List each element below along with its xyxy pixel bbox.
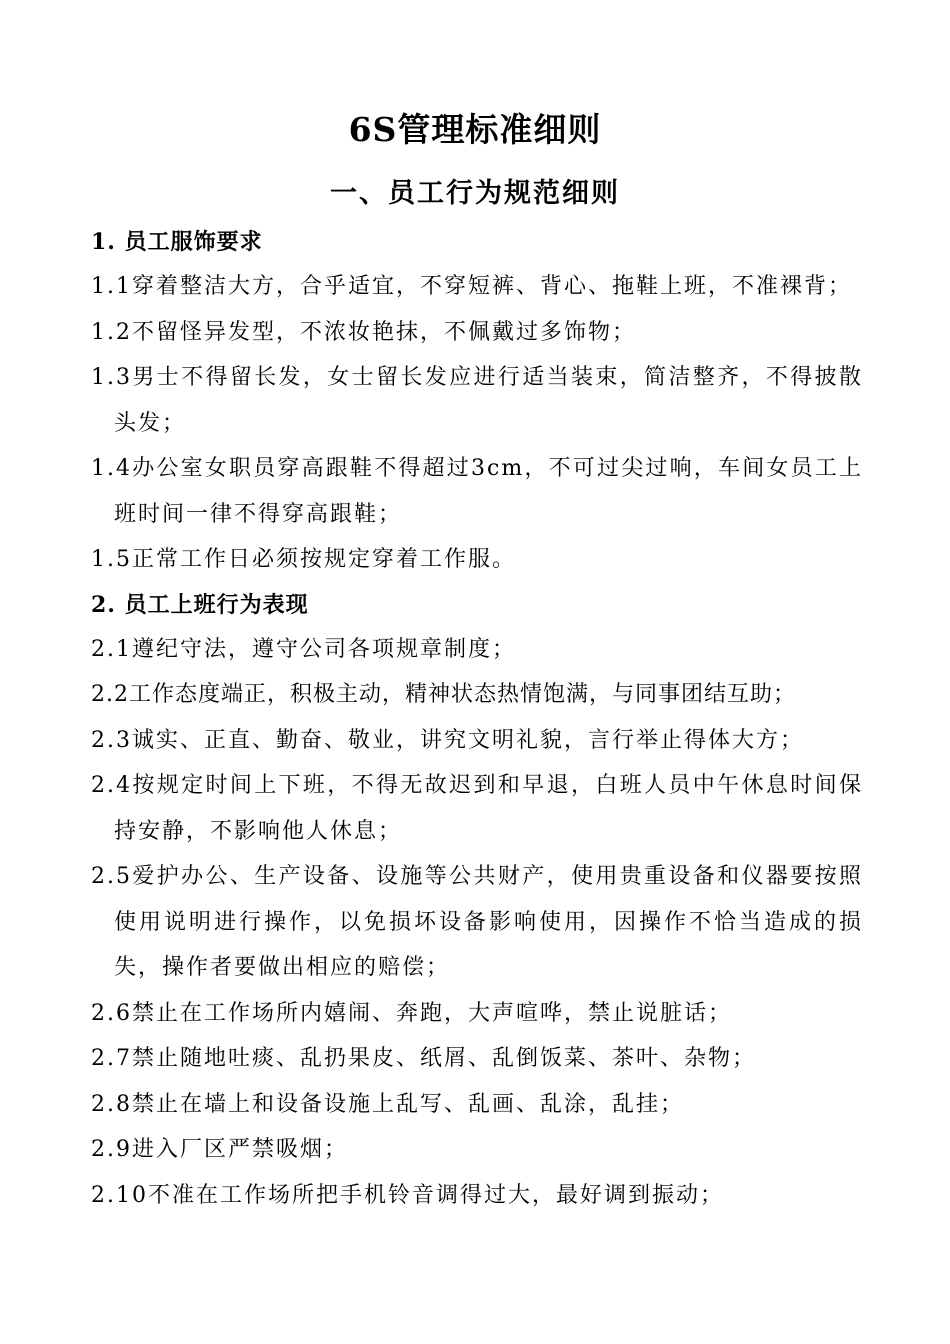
rule-item: 1.3男士不得留长发，女士留长发应进行适当装束，简洁整齐，不得披散头发； (91, 365, 863, 436)
rule-item: 2.1遵纪守法，遵守公司各项规章制度； (91, 636, 516, 662)
rule-item: 1.5正常工作日必须按规定穿着工作服。 (91, 547, 516, 572)
rule-item: 2.2工作态度端正，积极主动，精神状态热情饱满，与同事团结互助； (91, 682, 796, 707)
rule-item: 2.3诚实、正直、勤奋、敬业，讲究文明礼貌，言行举止得体大方； (91, 727, 804, 753)
rule-item: 2.7禁止随地吐痰、乱扔果皮、纸屑、乱倒饭菜、茶叶、杂物； (91, 1046, 756, 1071)
rule-item: 2.4按规定时间上下班，不得无故迟到和早退，白班人员中午休息时间保持安静，不影响他人休息； (91, 773, 863, 844)
rule-item: 2.5爱护办公、生产设备、设施等公共财产，使用贵重设备和仪器要按照使用说明进行操作，以免损坏设备影响使用，因操作不恰当造成的损失，操作者要做出相应的赔偿； (91, 864, 863, 980)
chapter-title: 一、员工行为规范细则 (330, 178, 620, 209)
rule-item: 1.4办公室女职员穿高跟鞋不得超过3cm，不可过尖过响，车间女员工上班时间一律不得穿高跟鞋； (91, 456, 863, 527)
section-heading-dress-code: 1. 员工服饰要求 (91, 229, 263, 255)
rule-item: 2.10不准在工作场所把手机铃音调得过大，最好调到振动； (91, 1182, 724, 1208)
document-body (91, 220, 863, 1218)
section-heading-work-behavior: 2. 员工上班行为表现 (91, 591, 309, 618)
rule-item: 1.1穿着整洁大方，合乎适宜，不穿短裤、背心、拖鞋上班，不准裸背； (91, 274, 852, 299)
rule-item: 2.9进入厂区严禁吸烟； (91, 1137, 348, 1162)
document-title: 6S管理标准细则 (348, 110, 602, 149)
rule-item: 1.2不留怪异发型，不浓妆艳抹，不佩戴过多饰物； (91, 319, 636, 345)
rule-item: 2.6禁止在工作场所内嬉闹、奔跑，大声喧哗，禁止说脏话； (91, 1000, 732, 1026)
rule-item: 2.8禁止在墙上和设备设施上乱写、乱画、乱涂，乱挂； (91, 1091, 684, 1117)
